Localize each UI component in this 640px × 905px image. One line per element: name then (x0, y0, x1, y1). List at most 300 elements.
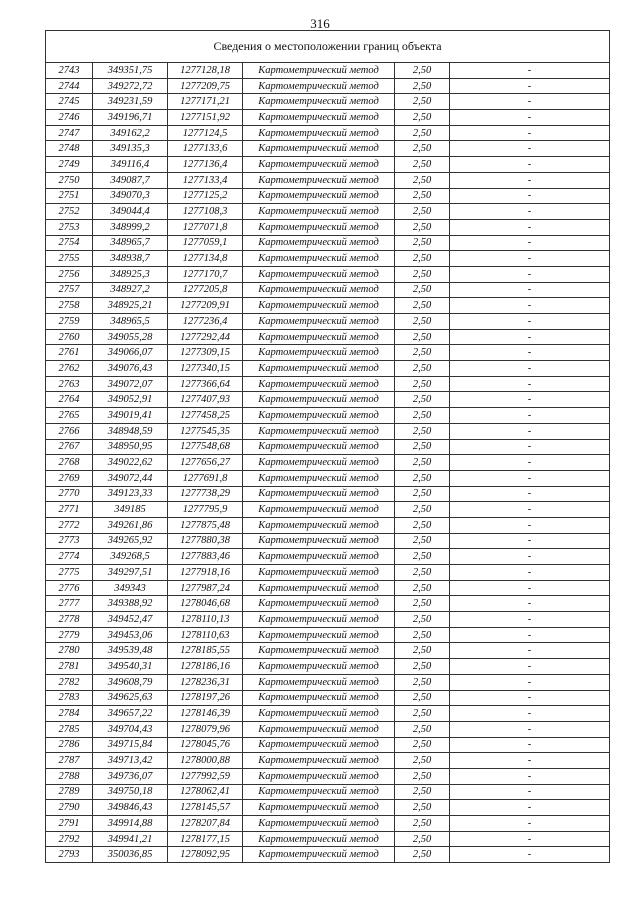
x-coordinate-cell: 348925,3 (93, 266, 168, 282)
x-coordinate-cell: 349914,88 (93, 816, 168, 832)
x-coordinate-cell: 349261,86 (93, 517, 168, 533)
description-cell: - (450, 282, 610, 298)
point-number-cell: 2770 (46, 486, 93, 502)
y-coordinate-cell: 1277987,24 (168, 580, 243, 596)
table-row (46, 596, 610, 612)
x-coordinate-cell: 350036,85 (93, 847, 168, 863)
accuracy-cell: 2,50 (395, 94, 450, 110)
description-cell: - (450, 251, 610, 267)
x-coordinate-cell: 349268,5 (93, 549, 168, 565)
point-number-cell: 2759 (46, 314, 93, 330)
method-cell: Картометрический метод (243, 204, 395, 220)
method-cell: Картометрический метод (243, 392, 395, 408)
point-number-cell: 2746 (46, 110, 93, 126)
accuracy-cell: 2,50 (395, 674, 450, 690)
table-row (46, 721, 610, 737)
y-coordinate-cell: 1277171,21 (168, 94, 243, 110)
point-number-cell: 2791 (46, 816, 93, 832)
table-row (46, 831, 610, 847)
accuracy-cell: 2,50 (395, 580, 450, 596)
accuracy-cell: 2,50 (395, 408, 450, 424)
description-cell: - (450, 690, 610, 706)
table-row (46, 659, 610, 675)
table-row (46, 784, 610, 800)
method-cell: Картометрический метод (243, 63, 395, 79)
description-cell: - (450, 486, 610, 502)
y-coordinate-cell: 1278046,68 (168, 596, 243, 612)
accuracy-cell: 2,50 (395, 706, 450, 722)
accuracy-cell: 2,50 (395, 800, 450, 816)
x-coordinate-cell: 349657,22 (93, 706, 168, 722)
accuracy-cell: 2,50 (395, 549, 450, 565)
y-coordinate-cell: 1277795,9 (168, 502, 243, 518)
accuracy-cell: 2,50 (395, 78, 450, 94)
point-number-cell: 2751 (46, 188, 93, 204)
table-row (46, 78, 610, 94)
x-coordinate-cell: 349116,4 (93, 157, 168, 173)
method-cell: Картометрический метод (243, 580, 395, 596)
accuracy-cell: 2,50 (395, 376, 450, 392)
point-number-cell: 2744 (46, 78, 93, 94)
description-cell: - (450, 110, 610, 126)
point-number-cell: 2777 (46, 596, 93, 612)
point-number-cell: 2778 (46, 612, 93, 628)
table-row (46, 674, 610, 690)
y-coordinate-cell: 1277059,1 (168, 235, 243, 251)
y-coordinate-cell: 1277071,8 (168, 219, 243, 235)
y-coordinate-cell: 1277918,16 (168, 565, 243, 581)
method-cell: Картометрический метод (243, 737, 395, 753)
method-cell: Картометрический метод (243, 110, 395, 126)
description-cell: - (450, 439, 610, 455)
description-cell: - (450, 266, 610, 282)
point-number-cell: 2790 (46, 800, 93, 816)
table-row (46, 235, 610, 251)
x-coordinate-cell: 349715,84 (93, 737, 168, 753)
table-row (46, 643, 610, 659)
page-number: 316 (310, 16, 330, 31)
table-title-row (46, 31, 610, 63)
method-cell: Картометрический метод (243, 768, 395, 784)
method-cell: Картометрический метод (243, 627, 395, 643)
x-coordinate-cell: 349540,31 (93, 659, 168, 675)
accuracy-cell: 2,50 (395, 721, 450, 737)
y-coordinate-cell: 1277136,4 (168, 157, 243, 173)
method-cell: Картометрический метод (243, 470, 395, 486)
x-coordinate-cell: 349388,92 (93, 596, 168, 612)
x-coordinate-cell: 348938,7 (93, 251, 168, 267)
y-coordinate-cell: 1277205,8 (168, 282, 243, 298)
x-coordinate-cell: 349135,3 (93, 141, 168, 157)
point-number-cell: 2743 (46, 63, 93, 79)
description-cell: - (450, 549, 610, 565)
accuracy-cell: 2,50 (395, 753, 450, 769)
table-row (46, 141, 610, 157)
table-row (46, 392, 610, 408)
x-coordinate-cell: 349066,07 (93, 345, 168, 361)
accuracy-cell: 2,50 (395, 768, 450, 784)
description-cell: - (450, 423, 610, 439)
accuracy-cell: 2,50 (395, 533, 450, 549)
y-coordinate-cell: 1277134,8 (168, 251, 243, 267)
x-coordinate-cell: 348927,2 (93, 282, 168, 298)
x-coordinate-cell: 349019,41 (93, 408, 168, 424)
point-number-cell: 2785 (46, 721, 93, 737)
point-number-cell: 2766 (46, 423, 93, 439)
accuracy-cell: 2,50 (395, 235, 450, 251)
description-cell: - (450, 721, 610, 737)
x-coordinate-cell: 349076,43 (93, 361, 168, 377)
table-row (46, 502, 610, 518)
y-coordinate-cell: 1277992,59 (168, 768, 243, 784)
description-cell: - (450, 392, 610, 408)
table-row (46, 376, 610, 392)
y-coordinate-cell: 1277875,48 (168, 517, 243, 533)
table-row (46, 63, 610, 79)
accuracy-cell: 2,50 (395, 690, 450, 706)
y-coordinate-cell: 1277170,7 (168, 266, 243, 282)
y-coordinate-cell: 1277236,4 (168, 314, 243, 330)
point-number-cell: 2753 (46, 219, 93, 235)
y-coordinate-cell: 1277151,92 (168, 110, 243, 126)
x-coordinate-cell: 349736,07 (93, 768, 168, 784)
description-cell: - (450, 361, 610, 377)
table-row (46, 282, 610, 298)
y-coordinate-cell: 1277108,3 (168, 204, 243, 220)
point-number-cell: 2749 (46, 157, 93, 173)
description-cell: - (450, 580, 610, 596)
y-coordinate-cell: 1277309,15 (168, 345, 243, 361)
table-row (46, 847, 610, 863)
description-cell: - (450, 816, 610, 832)
accuracy-cell: 2,50 (395, 423, 450, 439)
table-row (46, 565, 610, 581)
y-coordinate-cell: 1278079,96 (168, 721, 243, 737)
x-coordinate-cell: 349196,71 (93, 110, 168, 126)
y-coordinate-cell: 1277292,44 (168, 329, 243, 345)
y-coordinate-cell: 1278000,88 (168, 753, 243, 769)
point-number-cell: 2793 (46, 847, 93, 863)
accuracy-cell: 2,50 (395, 502, 450, 518)
y-coordinate-cell: 1277209,75 (168, 78, 243, 94)
y-coordinate-cell: 1277340,15 (168, 361, 243, 377)
method-cell: Картометрический метод (243, 345, 395, 361)
point-number-cell: 2761 (46, 345, 93, 361)
point-number-cell: 2760 (46, 329, 93, 345)
description-cell: - (450, 784, 610, 800)
description-cell: - (450, 737, 610, 753)
x-coordinate-cell: 349055,28 (93, 329, 168, 345)
table-row (46, 110, 610, 126)
point-number-cell: 2771 (46, 502, 93, 518)
point-number-cell: 2755 (46, 251, 93, 267)
x-coordinate-cell: 349941,21 (93, 831, 168, 847)
y-coordinate-cell: 1277880,38 (168, 533, 243, 549)
x-coordinate-cell: 349846,43 (93, 800, 168, 816)
method-cell: Картометрический метод (243, 831, 395, 847)
description-cell: - (450, 376, 610, 392)
accuracy-cell: 2,50 (395, 612, 450, 628)
method-cell: Картометрический метод (243, 816, 395, 832)
y-coordinate-cell: 1277128,18 (168, 63, 243, 79)
method-cell: Картометрический метод (243, 157, 395, 173)
table-row (46, 768, 610, 784)
accuracy-cell: 2,50 (395, 455, 450, 471)
table-row (46, 329, 610, 345)
method-cell: Картометрический метод (243, 565, 395, 581)
y-coordinate-cell: 1278110,13 (168, 612, 243, 628)
x-coordinate-cell: 349297,51 (93, 565, 168, 581)
method-cell: Картометрический метод (243, 172, 395, 188)
accuracy-cell: 2,50 (395, 659, 450, 675)
point-number-cell: 2776 (46, 580, 93, 596)
table-row (46, 580, 610, 596)
description-cell: - (450, 674, 610, 690)
x-coordinate-cell: 349185 (93, 502, 168, 518)
accuracy-cell: 2,50 (395, 314, 450, 330)
y-coordinate-cell: 1277691,8 (168, 470, 243, 486)
y-coordinate-cell: 1277133,4 (168, 172, 243, 188)
table-row (46, 753, 610, 769)
point-number-cell: 2787 (46, 753, 93, 769)
method-cell: Картометрический метод (243, 800, 395, 816)
point-number-cell: 2748 (46, 141, 93, 157)
y-coordinate-cell: 1277133,6 (168, 141, 243, 157)
accuracy-cell: 2,50 (395, 345, 450, 361)
method-cell: Картометрический метод (243, 486, 395, 502)
x-coordinate-cell: 349123,33 (93, 486, 168, 502)
description-cell: - (450, 800, 610, 816)
y-coordinate-cell: 1278185,55 (168, 643, 243, 659)
x-coordinate-cell: 349452,47 (93, 612, 168, 628)
table-title: Сведения о местоположении границ объекта (46, 31, 610, 63)
description-cell: - (450, 63, 610, 79)
description-cell: - (450, 455, 610, 471)
accuracy-cell: 2,50 (395, 329, 450, 345)
accuracy-cell: 2,50 (395, 63, 450, 79)
point-number-cell: 2786 (46, 737, 93, 753)
y-coordinate-cell: 1277407,93 (168, 392, 243, 408)
description-cell: - (450, 235, 610, 251)
point-number-cell: 2752 (46, 204, 93, 220)
method-cell: Картометрический метод (243, 502, 395, 518)
method-cell: Картометрический метод (243, 376, 395, 392)
y-coordinate-cell: 1278197,26 (168, 690, 243, 706)
table-row (46, 345, 610, 361)
description-cell: - (450, 314, 610, 330)
accuracy-cell: 2,50 (395, 439, 450, 455)
point-number-cell: 2772 (46, 517, 93, 533)
description-cell: - (450, 345, 610, 361)
method-cell: Картометрический метод (243, 596, 395, 612)
method-cell: Картометрический метод (243, 643, 395, 659)
method-cell: Картометрический метод (243, 188, 395, 204)
point-number-cell: 2757 (46, 282, 93, 298)
point-number-cell: 2783 (46, 690, 93, 706)
description-cell: - (450, 831, 610, 847)
description-cell: - (450, 517, 610, 533)
accuracy-cell: 2,50 (395, 282, 450, 298)
x-coordinate-cell: 348965,5 (93, 314, 168, 330)
accuracy-cell: 2,50 (395, 298, 450, 314)
accuracy-cell: 2,50 (395, 157, 450, 173)
point-number-cell: 2774 (46, 549, 93, 565)
accuracy-cell: 2,50 (395, 266, 450, 282)
method-cell: Картометрический метод (243, 329, 395, 345)
point-number-cell: 2756 (46, 266, 93, 282)
accuracy-cell: 2,50 (395, 816, 450, 832)
method-cell: Картометрический метод (243, 78, 395, 94)
accuracy-cell: 2,50 (395, 188, 450, 204)
method-cell: Картометрический метод (243, 549, 395, 565)
y-coordinate-cell: 1277883,46 (168, 549, 243, 565)
description-cell: - (450, 565, 610, 581)
accuracy-cell: 2,50 (395, 486, 450, 502)
y-coordinate-cell: 1278236,31 (168, 674, 243, 690)
accuracy-cell: 2,50 (395, 847, 450, 863)
description-cell: - (450, 141, 610, 157)
point-number-cell: 2763 (46, 376, 93, 392)
accuracy-cell: 2,50 (395, 251, 450, 267)
x-coordinate-cell: 349272,72 (93, 78, 168, 94)
x-coordinate-cell: 348950,95 (93, 439, 168, 455)
accuracy-cell: 2,50 (395, 831, 450, 847)
x-coordinate-cell: 349608,79 (93, 674, 168, 690)
y-coordinate-cell: 1277548,68 (168, 439, 243, 455)
method-cell: Картометрический метод (243, 251, 395, 267)
table-row (46, 188, 610, 204)
description-cell: - (450, 188, 610, 204)
x-coordinate-cell: 349750,18 (93, 784, 168, 800)
table-row (46, 298, 610, 314)
x-coordinate-cell: 349704,43 (93, 721, 168, 737)
y-coordinate-cell: 1278207,84 (168, 816, 243, 832)
description-cell: - (450, 125, 610, 141)
table-row (46, 439, 610, 455)
y-coordinate-cell: 1278062,41 (168, 784, 243, 800)
y-coordinate-cell: 1277656,27 (168, 455, 243, 471)
description-cell: - (450, 78, 610, 94)
method-cell: Картометрический метод (243, 690, 395, 706)
description-cell: - (450, 157, 610, 173)
table-row (46, 94, 610, 110)
y-coordinate-cell: 1277209,91 (168, 298, 243, 314)
x-coordinate-cell: 349453,06 (93, 627, 168, 643)
table-row (46, 251, 610, 267)
y-coordinate-cell: 1278045,76 (168, 737, 243, 753)
method-cell: Картометрический метод (243, 784, 395, 800)
table-row (46, 486, 610, 502)
y-coordinate-cell: 1278177,15 (168, 831, 243, 847)
point-number-cell: 2779 (46, 627, 93, 643)
description-cell: - (450, 627, 610, 643)
table-row (46, 172, 610, 188)
method-cell: Картометрический метод (243, 408, 395, 424)
point-number-cell: 2758 (46, 298, 93, 314)
y-coordinate-cell: 1277458,25 (168, 408, 243, 424)
boundary-table (45, 30, 610, 863)
table-row (46, 470, 610, 486)
table-row (46, 549, 610, 565)
method-cell: Картометрический метод (243, 298, 395, 314)
description-cell: - (450, 847, 610, 863)
x-coordinate-cell: 349087,7 (93, 172, 168, 188)
description-cell: - (450, 612, 610, 628)
method-cell: Картометрический метод (243, 753, 395, 769)
accuracy-cell: 2,50 (395, 392, 450, 408)
x-coordinate-cell: 349351,75 (93, 63, 168, 79)
accuracy-cell: 2,50 (395, 141, 450, 157)
description-cell: - (450, 659, 610, 675)
point-number-cell: 2764 (46, 392, 93, 408)
method-cell: Картометрический метод (243, 219, 395, 235)
y-coordinate-cell: 1277125,2 (168, 188, 243, 204)
x-coordinate-cell: 349343 (93, 580, 168, 596)
method-cell: Картометрический метод (243, 361, 395, 377)
accuracy-cell: 2,50 (395, 204, 450, 220)
x-coordinate-cell: 349713,42 (93, 753, 168, 769)
point-number-cell: 2792 (46, 831, 93, 847)
table-row (46, 266, 610, 282)
method-cell: Картометрический метод (243, 141, 395, 157)
table-row (46, 533, 610, 549)
description-cell: - (450, 502, 610, 518)
table-row (46, 219, 610, 235)
table-row (46, 690, 610, 706)
description-cell: - (450, 172, 610, 188)
table-row (46, 612, 610, 628)
method-cell: Картометрический метод (243, 439, 395, 455)
x-coordinate-cell: 349072,07 (93, 376, 168, 392)
accuracy-cell: 2,50 (395, 172, 450, 188)
description-cell: - (450, 470, 610, 486)
description-cell: - (450, 94, 610, 110)
method-cell: Картометрический метод (243, 612, 395, 628)
description-cell: - (450, 219, 610, 235)
table-row (46, 816, 610, 832)
method-cell: Картометрический метод (243, 721, 395, 737)
table-row (46, 361, 610, 377)
point-number-cell: 2745 (46, 94, 93, 110)
accuracy-cell: 2,50 (395, 361, 450, 377)
table-row (46, 455, 610, 471)
point-number-cell: 2754 (46, 235, 93, 251)
x-coordinate-cell: 349265,92 (93, 533, 168, 549)
x-coordinate-cell: 349022,62 (93, 455, 168, 471)
method-cell: Картометрический метод (243, 659, 395, 675)
point-number-cell: 2782 (46, 674, 93, 690)
x-coordinate-cell: 348999,2 (93, 219, 168, 235)
point-number-cell: 2781 (46, 659, 93, 675)
x-coordinate-cell: 349070,3 (93, 188, 168, 204)
description-cell: - (450, 298, 610, 314)
description-cell: - (450, 204, 610, 220)
x-coordinate-cell: 349539,48 (93, 643, 168, 659)
method-cell: Картометрический метод (243, 125, 395, 141)
x-coordinate-cell: 349231,59 (93, 94, 168, 110)
x-coordinate-cell: 349044,4 (93, 204, 168, 220)
y-coordinate-cell: 1278186,16 (168, 659, 243, 675)
accuracy-cell: 2,50 (395, 643, 450, 659)
method-cell: Картометрический метод (243, 517, 395, 533)
method-cell: Картометрический метод (243, 235, 395, 251)
accuracy-cell: 2,50 (395, 110, 450, 126)
table-row (46, 627, 610, 643)
table-row (46, 517, 610, 533)
y-coordinate-cell: 1277366,64 (168, 376, 243, 392)
accuracy-cell: 2,50 (395, 784, 450, 800)
description-cell: - (450, 329, 610, 345)
